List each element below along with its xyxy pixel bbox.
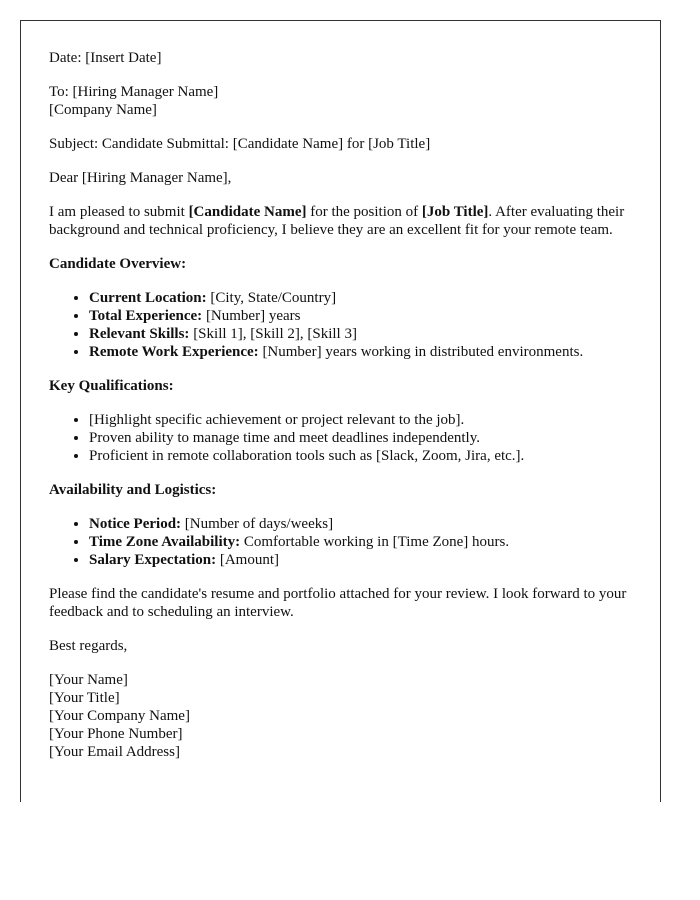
date-line: Date: [Insert Date]	[49, 50, 162, 66]
overview-list	[49, 289, 632, 361]
list-item	[89, 325, 632, 343]
list-item	[89, 343, 632, 361]
item-value: [Amount]	[216, 552, 279, 568]
candidate-name: [Candidate Name]	[188, 204, 307, 220]
item-value: [Number] years	[202, 308, 301, 324]
list-item	[89, 515, 632, 533]
list-item: • Proficient in remote collaboration tools such as [Slack, Zoom, Jira, etc.].	[89, 447, 632, 465]
letter	[20, 20, 661, 802]
list-item	[89, 307, 632, 325]
item-value: Comfortable working in [Time Zone] hours.	[240, 534, 510, 550]
sender-name: [Your Name]	[49, 672, 128, 688]
list-item	[89, 551, 632, 569]
intro-text: I am pleased to submit	[49, 204, 189, 220]
heading-text: Candidate Overview:	[49, 256, 187, 272]
signoff: Best regards,	[49, 638, 128, 654]
list-item: • [Highlight specific achievement or project relevant to the job].	[89, 411, 632, 429]
list-item	[89, 533, 632, 551]
item-label: Current Location:	[89, 290, 207, 306]
sender-company: [Your Company Name]	[49, 708, 190, 724]
item-value: [City, State/Country]	[206, 290, 337, 306]
to-line: To: [Hiring Manager Name]	[49, 84, 219, 100]
sender-phone: [Your Phone Number]	[49, 726, 183, 742]
qualifications-list	[49, 411, 632, 465]
sender-title: [Your Title]	[49, 690, 120, 706]
heading-text: Key Qualifications:	[49, 378, 174, 394]
sender-email: [Your Email Address]	[49, 744, 180, 760]
item-label: Relevant Skills:	[89, 326, 190, 342]
salutation: Dear [Hiring Manager Name],	[49, 170, 232, 186]
heading-text: Availability and Logistics:	[49, 482, 217, 498]
recipient-block	[49, 83, 632, 119]
intro-paragraph	[49, 203, 632, 239]
signature-block	[49, 671, 632, 761]
closing-paragraph: Please find the candidate's resume and portfolio attached for your review. I look forward to your feedback and to scheduling an interview.	[49, 586, 627, 620]
item-label: Notice Period:	[89, 516, 182, 532]
item-label: Remote Work Experience:	[89, 344, 259, 360]
intro-text: . After evaluating their background and technical proficiency, I believe they are an excellent fit for your remote team.	[49, 204, 625, 238]
list-item: • Proven ability to manage time and meet deadlines independently.	[89, 429, 632, 447]
item-value: [Number of days/weeks]	[181, 516, 334, 532]
qualifications-heading	[49, 377, 632, 395]
item-label: Time Zone Availability:	[89, 534, 241, 550]
subject-line: Subject: Candidate Submittal: [Candidate Name] for [Job Title]	[49, 136, 431, 152]
availability-heading	[49, 481, 632, 499]
job-title: [Job Title]	[421, 204, 489, 220]
overview-heading	[49, 255, 632, 273]
item-value: [Skill 1], [Skill 2], [Skill 3]	[189, 326, 357, 342]
availability-list	[49, 515, 632, 569]
company-line: [Company Name]	[49, 102, 157, 118]
intro-text: for the position of	[306, 204, 422, 220]
item-value: [Number] years working in distributed environments.	[258, 344, 584, 360]
item-label: Total Experience:	[89, 308, 203, 324]
item-label: Salary Expectation:	[89, 552, 217, 568]
list-item	[89, 289, 632, 307]
